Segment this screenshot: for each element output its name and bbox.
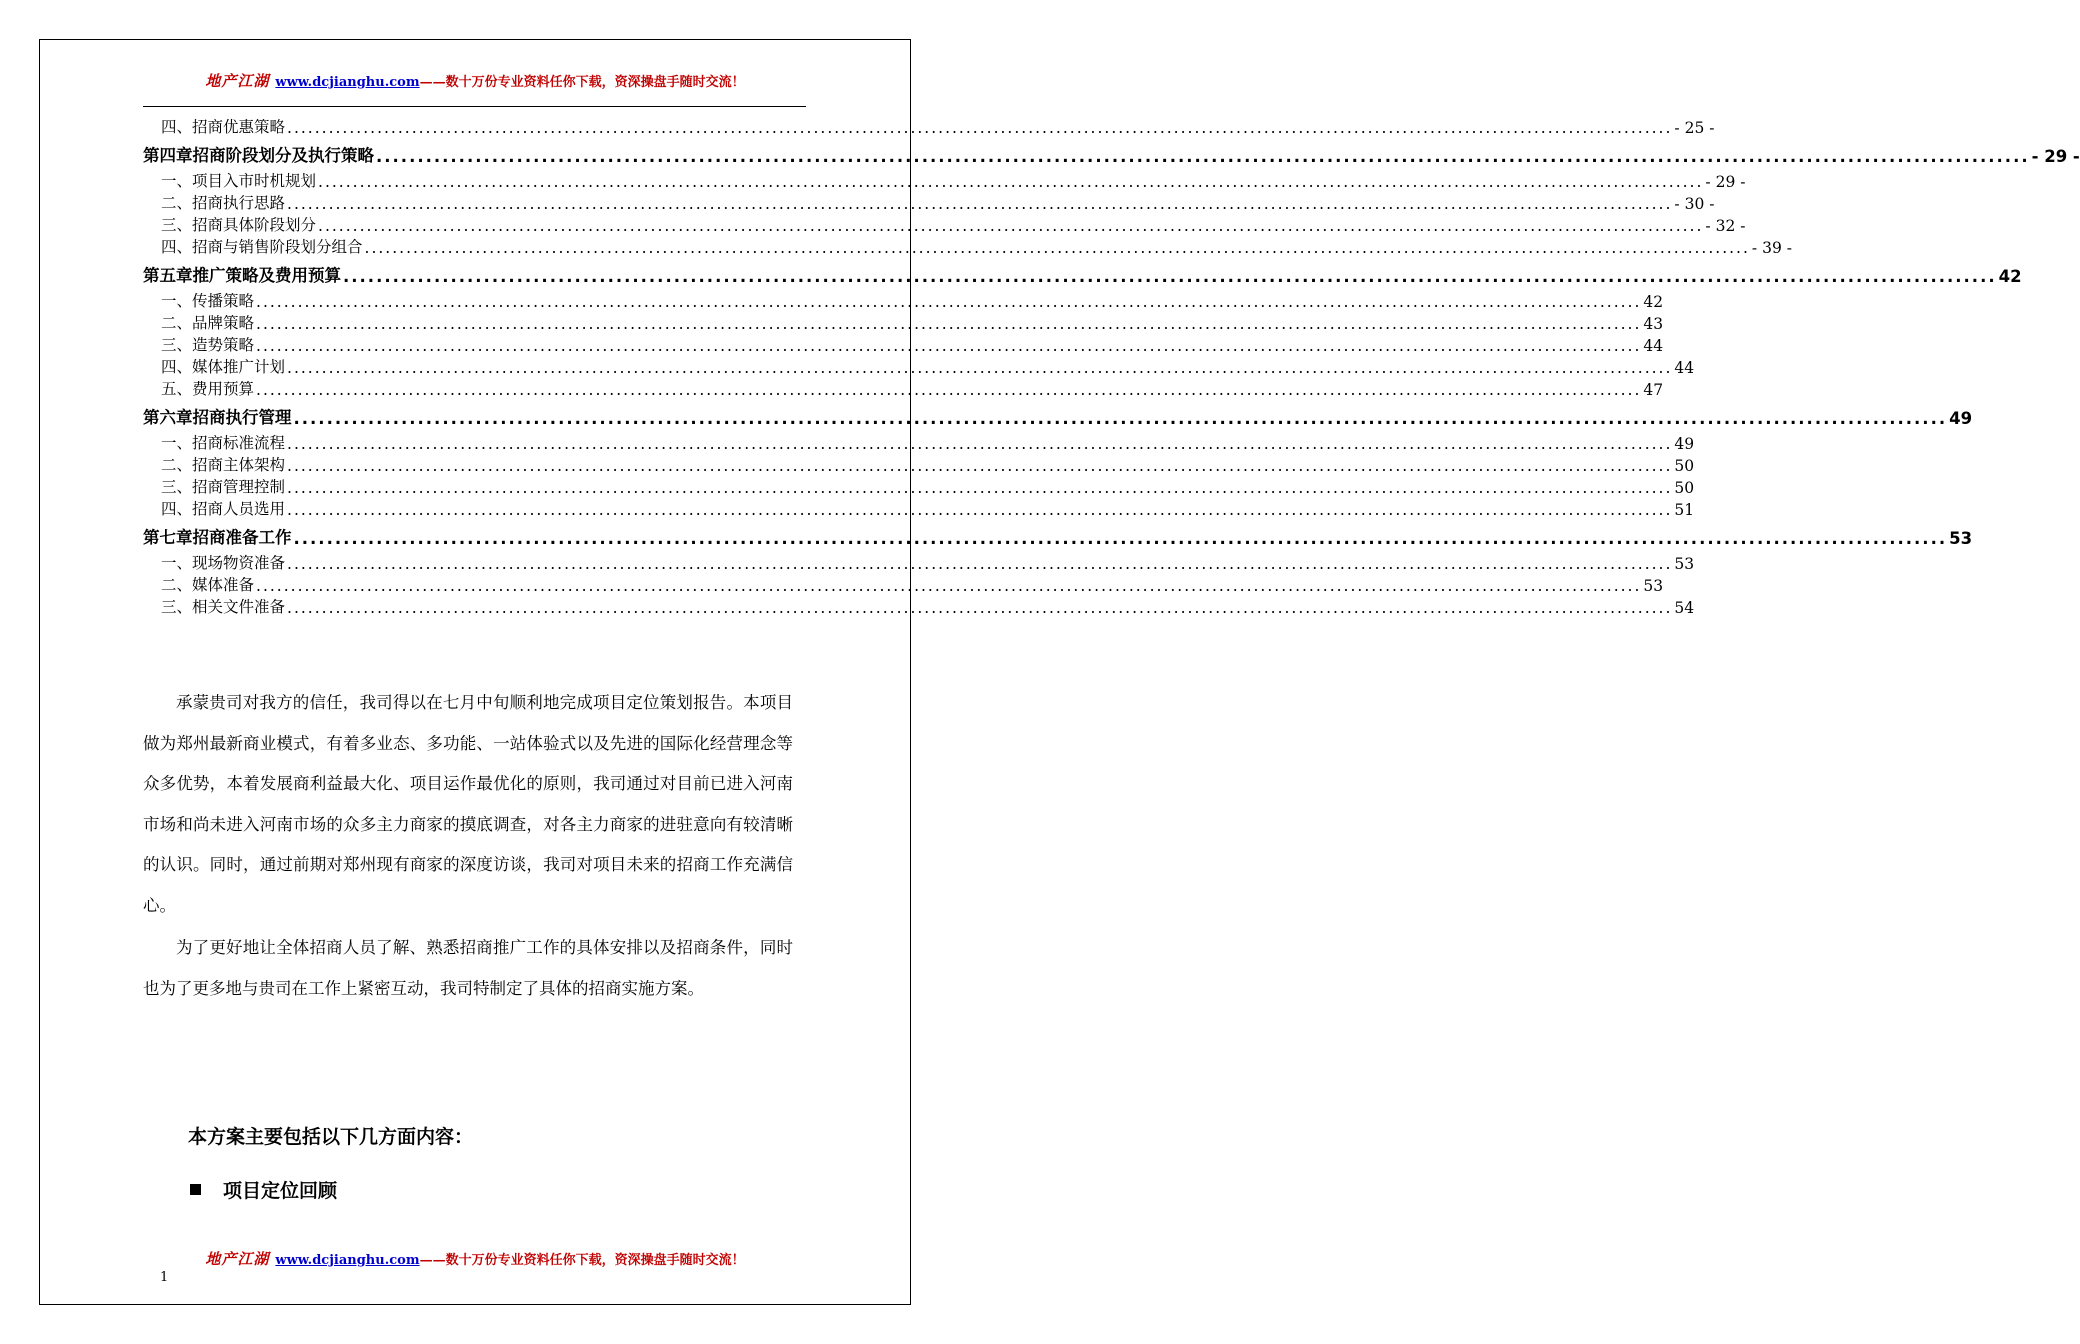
table-of-contents: [143, 115, 2080, 617]
toc-section-row[interactable]: [143, 311, 1664, 333]
toc-leader-dots: ........................................................................................................................................................................................................: [287, 119, 1673, 137]
toc-leader-dots: ........................................................................................................................................................................................................: [318, 173, 1704, 191]
toc-page-number: - 25 -: [1674, 119, 1715, 137]
toc-section-row[interactable]: [143, 475, 1695, 497]
toc-entry-label: 五、费用预算: [161, 380, 255, 398]
toc-page-number: 49: [1674, 435, 1695, 453]
toc-leader-dots: ........................................................................................................................................................................................................: [256, 381, 1642, 399]
header-rule: [143, 106, 806, 107]
body-text: [143, 683, 793, 1009]
toc-leader-dots: ........................................................................................................................................................................................................: [376, 147, 2030, 166]
toc-page-number: 47: [1643, 381, 1664, 399]
toc-chapter-row[interactable]: [143, 519, 1973, 551]
toc-section-row[interactable]: [143, 115, 1715, 137]
toc-section-row[interactable]: [143, 431, 1695, 453]
toc-page-number: - 39 -: [1751, 239, 1792, 257]
toc-page-number: 49: [1949, 409, 1973, 428]
header-banner: [0, 70, 950, 91]
toc-entry-label: 四、招商优惠策略: [161, 118, 286, 136]
toc-chapter-row[interactable]: [143, 399, 1973, 431]
banner-dash: ——: [419, 75, 446, 90]
toc-entry-label: 二、招商执行思路: [161, 194, 286, 212]
toc-page-number: 53: [1674, 555, 1695, 573]
toc-entry-label: 招商准备工作: [192, 528, 292, 547]
toc-chapter-number: 第五章: [143, 266, 193, 285]
toc-entry-label: 三、造势策略: [161, 336, 255, 354]
toc-page-number: 54: [1674, 599, 1695, 617]
toc-page-number: 50: [1674, 479, 1695, 497]
toc-entry-label: 二、招商主体架构: [161, 456, 286, 474]
toc-section-row[interactable]: [143, 595, 1695, 617]
toc-entry-label: 四、招商与销售阶段划分组合: [161, 238, 363, 256]
square-bullet-icon: [190, 1184, 201, 1195]
toc-leader-dots: ........................................................................................................................................................................................................: [287, 195, 1673, 213]
toc-page-number: 44: [1674, 359, 1695, 377]
toc-leader-dots: ........................................................................................................................................................................................................: [256, 315, 1642, 333]
toc-leader-dots: ........................................................................................................................................................................................................: [343, 267, 1997, 286]
banner-dash: ——: [419, 1253, 446, 1268]
toc-chapter-row[interactable]: [143, 137, 2080, 169]
toc-section-row[interactable]: [143, 453, 1695, 475]
toc-section-row[interactable]: [143, 191, 1715, 213]
toc-entry-label: 推广策略及费用预算: [192, 266, 341, 285]
toc-section-row[interactable]: [143, 235, 1792, 257]
toc-section-row[interactable]: [143, 289, 1664, 311]
toc-page-number: 44: [1643, 337, 1664, 355]
toc-chapter-number: 第四章: [143, 146, 193, 165]
banner-slogan: 数十万份专业资料任你下载，资深操盘手随时交流！: [445, 1253, 745, 1268]
bullet-item-label: 项目定位回顾: [223, 1180, 338, 1202]
toc-leader-dots: ........................................................................................................................................................................................................: [287, 359, 1673, 377]
toc-section-row[interactable]: [143, 497, 1695, 519]
toc-leader-dots: ........................................................................................................................................................................................................: [287, 479, 1673, 497]
toc-leader-dots: ........................................................................................................................................................................................................: [293, 409, 1948, 428]
toc-leader-dots: ........................................................................................................................................................................................................: [293, 529, 1948, 548]
toc-chapter-number: 第七章: [143, 528, 193, 547]
toc-leader-dots: ........................................................................................................................................................................................................: [287, 501, 1673, 519]
banner-slogan: 数十万份专业资料任你下载，资深操盘手随时交流！: [445, 75, 745, 90]
toc-entry-label: 招商阶段划分及执行策略: [192, 146, 374, 165]
toc-page-number: 42: [1643, 293, 1664, 311]
toc-page-number: 53: [1949, 529, 1973, 548]
toc-page-number: 53: [1643, 577, 1664, 595]
toc-entry-label: 一、招商标准流程: [161, 434, 286, 452]
site-link[interactable]: www.dcjianghu.com: [275, 1253, 420, 1268]
toc-leader-dots: ........................................................................................................................................................................................................: [256, 337, 1642, 355]
toc-page-number: - 30 -: [1674, 195, 1715, 213]
toc-leader-dots: ........................................................................................................................................................................................................: [364, 239, 1750, 257]
site-link[interactable]: www.dcjianghu.com: [275, 75, 420, 90]
toc-section-row[interactable]: [143, 573, 1664, 595]
toc-chapter-number: 第六章: [143, 408, 193, 427]
toc-entry-label: 一、项目入市时机规划: [161, 172, 317, 190]
toc-page-number: 51: [1674, 501, 1695, 519]
toc-leader-dots: ........................................................................................................................................................................................................: [287, 435, 1673, 453]
toc-page-number: - 29 -: [2031, 147, 2080, 166]
toc-entry-label: 二、媒体准备: [161, 576, 255, 594]
toc-section-row[interactable]: [143, 333, 1664, 355]
toc-leader-dots: ........................................................................................................................................................................................................: [287, 457, 1673, 475]
toc-page-number: - 29 -: [1705, 173, 1746, 191]
toc-entry-label: 三、招商具体阶段划分: [161, 216, 317, 234]
toc-leader-dots: ........................................................................................................................................................................................................: [287, 555, 1673, 573]
toc-entry-label: 二、品牌策略: [161, 314, 255, 332]
page-number: 1: [160, 1270, 169, 1285]
toc-page-number: 43: [1643, 315, 1664, 333]
toc-section-row[interactable]: [143, 355, 1695, 377]
toc-page-number: - 32 -: [1705, 217, 1746, 235]
bullet-list-item: [190, 1176, 337, 1203]
toc-entry-label: 三、招商管理控制: [161, 478, 286, 496]
brand-name: 地产江湖: [205, 72, 270, 90]
footer-banner: [0, 1248, 950, 1269]
toc-entry-label: 一、现场物资准备: [161, 554, 286, 572]
toc-section-row[interactable]: [143, 377, 1664, 399]
toc-section-row[interactable]: [143, 169, 1746, 191]
toc-entry-label: 四、招商人员选用: [161, 500, 286, 518]
brand-name: 地产江湖: [205, 1250, 270, 1268]
toc-page-number: 50: [1674, 457, 1695, 475]
toc-entry-label: 一、传播策略: [161, 292, 255, 310]
toc-leader-dots: ........................................................................................................................................................................................................: [256, 577, 1642, 595]
toc-leader-dots: ........................................................................................................................................................................................................: [318, 217, 1704, 235]
toc-leader-dots: ........................................................................................................................................................................................................: [256, 293, 1642, 311]
toc-chapter-row[interactable]: [143, 257, 2022, 289]
toc-leader-dots: ........................................................................................................................................................................................................: [287, 599, 1673, 617]
toc-section-row[interactable]: [143, 551, 1695, 573]
toc-section-row[interactable]: [143, 213, 1746, 235]
summary-heading: 本方案主要包括以下几方面内容：: [188, 1126, 474, 1148]
toc-entry-label: 三、相关文件准备: [161, 598, 286, 616]
toc-entry-label: 招商执行管理: [192, 408, 292, 427]
toc-entry-label: 四、媒体推广计划: [161, 358, 286, 376]
purpose-paragraph: 为了更好地让全体招商人员了解、熟悉招商推广工作的具体安排以及招商条件，同时也为了更多地与贵司在工作上紧密互动，我司特制定了具体的招商实施方案。: [143, 938, 793, 998]
toc-page-number: 42: [1998, 267, 2022, 286]
intro-paragraph: 承蒙贵司对我方的信任，我司得以在七月中旬顺利地完成项目定位策划报告。本项目做为郑州最新商业模式，有着多业态、多功能、一站体验式以及先进的国际化经营理念等众多优势，本着发展商利益最大化、项目运作最优化的原则，我司通过对目前已进入河南市场和尚未进入河南市场的众多主力商家的摸底调查，对各主力商家的进驻意向有较清晰的认识。同时，通过前期对郑州现有商家的深度访谈，我司对项目未来的招商工作充满信心。: [143, 693, 793, 915]
